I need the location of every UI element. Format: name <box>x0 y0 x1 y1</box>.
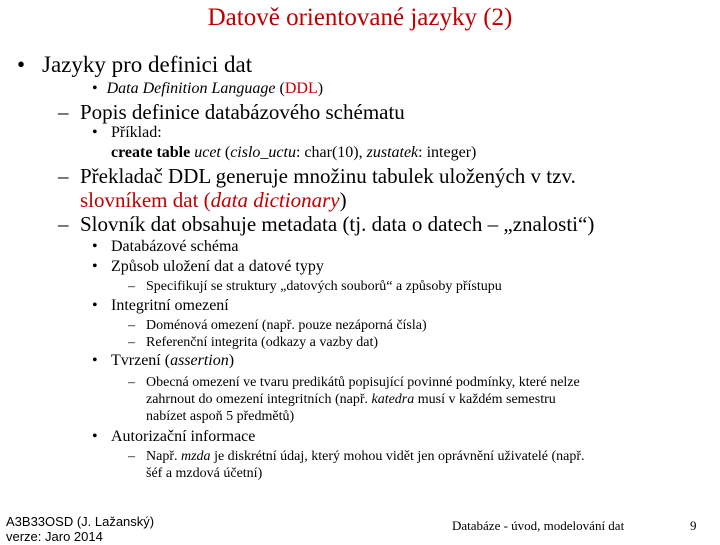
dash-icon: – <box>58 212 69 236</box>
ddl-open: ( <box>275 80 285 97</box>
example-term: mzda <box>181 449 211 464</box>
ddl-close: ) <box>317 80 324 97</box>
sub-schema: Databázové schéma <box>111 238 239 255</box>
example-code <box>111 144 476 162</box>
sql-keyword: create table <box>111 144 191 161</box>
bullet-icon: • <box>92 80 98 97</box>
bullet-icon: • <box>92 238 98 255</box>
assertion-note-line3: nabízet aspoň 5 předmětů) <box>146 409 295 424</box>
code-part: : integer) <box>418 144 477 161</box>
dash-icon: – <box>128 279 135 294</box>
storage-note: Specifikují se struktury „datových souborů“ a způsoby přístupu <box>146 279 502 294</box>
ddl-abbreviation: DDL <box>284 80 318 97</box>
note-text: je diskrétní údaj, který mohou vidět jen oprávnění uživatelé (např. <box>210 449 585 464</box>
close-paren: ) <box>228 352 235 369</box>
page-number: 9 <box>690 518 697 533</box>
bullet-icon: • <box>92 297 98 314</box>
integrity-domain: Doménová omezení (např. pouze nezáporná čísla) <box>146 318 427 333</box>
data-dictionary-term: slovníkem dat ( <box>80 188 211 212</box>
footer-course: A3B33OSD (J. Lažanský) <box>6 514 155 529</box>
assertion-note-line1: Obecná omezení ve tvaru predikátů popisující povinné podmínky, které nelze <box>146 375 580 390</box>
note-text: Např. <box>146 449 181 464</box>
data-dictionary-english: data dictionary <box>210 188 340 212</box>
assertion-note-line2 <box>146 392 556 408</box>
dash-icon: – <box>128 449 135 464</box>
assertion-label: Tvrzení ( <box>111 352 171 369</box>
ddl-note <box>92 80 323 98</box>
auth-note-line2: šéf a mzdová účetní) <box>146 466 263 481</box>
sub-integrity: Integritní omezení <box>111 297 229 314</box>
item-schema: Popis definice databázového schématu <box>80 100 405 124</box>
example-label: Příklad: <box>111 124 162 141</box>
dash-icon: – <box>58 164 69 188</box>
dash-icon: – <box>128 375 135 390</box>
integrity-referential: Referenční integrita (odkazy a vazby dat) <box>146 335 379 350</box>
slide-title: Datově orientované jazyky (2) <box>207 4 513 31</box>
footer-version: verze: Jaro 2014 <box>6 529 103 544</box>
auth-note-line1 <box>146 449 585 465</box>
sub-authorization: Autorizační informace <box>111 428 256 445</box>
heading-data-definition: Jazyky pro definici dat <box>42 52 253 77</box>
code-part: : char(10), <box>295 144 367 161</box>
field-name: zustatek <box>366 144 419 161</box>
dash-icon: – <box>128 335 135 350</box>
bullet-icon: • <box>17 52 26 77</box>
ddl-full-name: Data Definition Language <box>106 80 276 97</box>
code-part: ( <box>220 144 231 161</box>
example-term: katedra <box>371 392 415 407</box>
sub-storage: Způsob uložení dat a datové typy <box>111 258 324 275</box>
close-paren: ) <box>339 188 347 212</box>
dash-icon: – <box>128 318 135 333</box>
item-translator-line2 <box>80 188 347 213</box>
bullet-icon: • <box>92 258 98 275</box>
assertion-term: assertion <box>170 352 229 369</box>
footer-subject: Databáze - úvod, modelování dat <box>452 518 625 533</box>
field-name: cislo_uctu <box>230 144 296 161</box>
note-text: musí v každém semestru <box>414 392 556 407</box>
item-translator-line1: Překladač DDL generuje množinu tabulek uložených v tzv. <box>80 164 576 188</box>
dash-icon: – <box>58 100 69 124</box>
sub-assertion <box>111 352 234 370</box>
bullet-icon: • <box>92 428 98 445</box>
bullet-icon: • <box>92 124 98 141</box>
bullet-icon: • <box>92 352 98 369</box>
note-text: zahrnout do omezení integritních (např. <box>146 392 372 407</box>
item-dictionary: Slovník dat obsahuje metadata (tj. data o datech – „znalosti“) <box>80 212 595 236</box>
table-name: ucet <box>194 144 221 161</box>
